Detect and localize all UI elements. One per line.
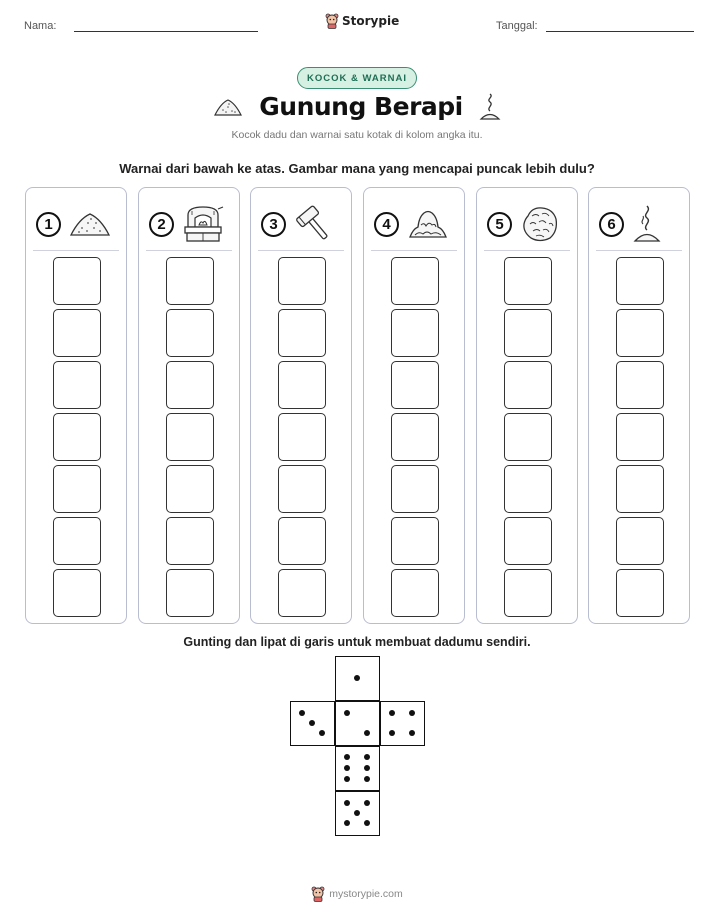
pip	[409, 710, 415, 716]
color-box[interactable]	[504, 413, 552, 461]
pip	[409, 730, 415, 736]
color-box[interactable]	[278, 465, 326, 513]
column-divider	[371, 250, 457, 251]
dice-face-6	[335, 746, 380, 791]
color-box[interactable]	[53, 309, 101, 357]
rock-icon	[520, 204, 560, 244]
date-label: Tanggal:	[496, 20, 538, 32]
color-box[interactable]	[166, 517, 214, 565]
color-box[interactable]	[391, 257, 439, 305]
color-box[interactable]	[391, 569, 439, 617]
column-5	[476, 187, 578, 624]
page-title: Gunung Berapi	[259, 92, 463, 121]
ash-pile-icon	[69, 209, 111, 239]
pip	[389, 710, 395, 716]
column-header	[36, 204, 120, 244]
color-box[interactable]	[616, 413, 664, 461]
color-box[interactable]	[616, 517, 664, 565]
ash-pile-icon	[213, 97, 243, 117]
column-6	[588, 187, 690, 624]
date-line[interactable]	[546, 20, 694, 32]
footer-url[interactable]: mystorypie.com	[329, 888, 403, 900]
storypie-mascot-icon	[311, 886, 325, 902]
column-header	[599, 204, 683, 244]
pip	[344, 820, 350, 826]
pip	[354, 675, 360, 681]
column-divider	[596, 250, 682, 251]
color-box[interactable]	[504, 361, 552, 409]
color-box[interactable]	[53, 413, 101, 461]
color-box[interactable]	[504, 465, 552, 513]
stone-oven-icon	[182, 205, 224, 243]
dice-face-4	[380, 701, 425, 746]
color-box[interactable]	[166, 309, 214, 357]
footer	[0, 886, 714, 902]
column-number: 6	[599, 212, 624, 237]
pip	[389, 730, 395, 736]
column-number: 1	[36, 212, 61, 237]
subtitle: Kocok dadu dan warnai satu kotak di kolom angka itu.	[231, 129, 483, 141]
color-box[interactable]	[166, 413, 214, 461]
color-box[interactable]	[391, 465, 439, 513]
column-divider	[258, 250, 344, 251]
pip	[319, 730, 325, 736]
dice-face-1	[335, 656, 380, 701]
dice-face-5	[335, 791, 380, 836]
storypie-mascot-icon	[325, 13, 339, 29]
color-box[interactable]	[616, 569, 664, 617]
instruction-text: Warnai dari bawah ke atas. Gambar mana yang mencapai puncak lebih dulu?	[119, 161, 595, 176]
pip	[364, 800, 370, 806]
color-box[interactable]	[53, 465, 101, 513]
pip	[344, 754, 350, 760]
pip	[344, 710, 350, 716]
color-box[interactable]	[166, 257, 214, 305]
color-box[interactable]	[616, 309, 664, 357]
color-box[interactable]	[278, 413, 326, 461]
color-box[interactable]	[53, 569, 101, 617]
dice-instruction: Gunting dan lipat di garis untuk membuat dadumu sendiri.	[183, 635, 531, 649]
dice-face-3	[290, 701, 335, 746]
color-box[interactable]	[504, 257, 552, 305]
pip	[344, 776, 350, 782]
column-header	[374, 204, 458, 244]
column-header	[261, 204, 345, 244]
color-box[interactable]	[616, 257, 664, 305]
color-box[interactable]	[278, 361, 326, 409]
color-box[interactable]	[504, 569, 552, 617]
smoke-vent-icon	[479, 93, 501, 121]
column-header	[487, 204, 571, 244]
smoke-vent-icon	[632, 204, 662, 244]
activity-badge: KOCOK & WARNAI	[297, 67, 417, 89]
pip	[364, 820, 370, 826]
column-number: 2	[149, 212, 174, 237]
column-number: 4	[374, 212, 399, 237]
pip	[344, 765, 350, 771]
pip	[344, 800, 350, 806]
pip	[364, 765, 370, 771]
column-3	[250, 187, 352, 624]
color-box[interactable]	[166, 465, 214, 513]
hammer-icon	[294, 204, 334, 244]
pip	[364, 776, 370, 782]
column-divider	[33, 250, 119, 251]
color-box[interactable]	[53, 517, 101, 565]
name-field[interactable]	[24, 20, 258, 32]
lava-mound-icon	[407, 207, 449, 241]
dice-face-2	[335, 701, 380, 746]
column-number: 3	[261, 212, 286, 237]
column-header	[149, 204, 233, 244]
column-1	[25, 187, 127, 624]
pip	[299, 710, 305, 716]
pip	[364, 730, 370, 736]
brand-name: Storypie	[342, 14, 400, 28]
color-box[interactable]	[53, 361, 101, 409]
color-box[interactable]	[166, 361, 214, 409]
color-box[interactable]	[166, 569, 214, 617]
pip	[354, 810, 360, 816]
column-divider	[146, 250, 232, 251]
color-box[interactable]	[616, 465, 664, 513]
column-divider	[484, 250, 570, 251]
color-box[interactable]	[278, 569, 326, 617]
color-box[interactable]	[504, 517, 552, 565]
color-box[interactable]	[53, 257, 101, 305]
column-4	[363, 187, 465, 624]
column-2	[138, 187, 240, 624]
color-box[interactable]	[616, 361, 664, 409]
color-box[interactable]	[391, 517, 439, 565]
color-box[interactable]	[278, 517, 326, 565]
pip	[309, 720, 315, 726]
name-label: Nama:	[24, 20, 57, 32]
color-box[interactable]	[391, 361, 439, 409]
color-box[interactable]	[278, 309, 326, 357]
color-box[interactable]	[504, 309, 552, 357]
column-number: 5	[487, 212, 512, 237]
brand-logo	[325, 13, 399, 29]
title-row	[0, 92, 714, 121]
color-box[interactable]	[391, 309, 439, 357]
pip	[364, 754, 370, 760]
date-field[interactable]	[496, 20, 694, 32]
color-box[interactable]	[391, 413, 439, 461]
color-box[interactable]	[278, 257, 326, 305]
name-line[interactable]	[74, 20, 258, 32]
